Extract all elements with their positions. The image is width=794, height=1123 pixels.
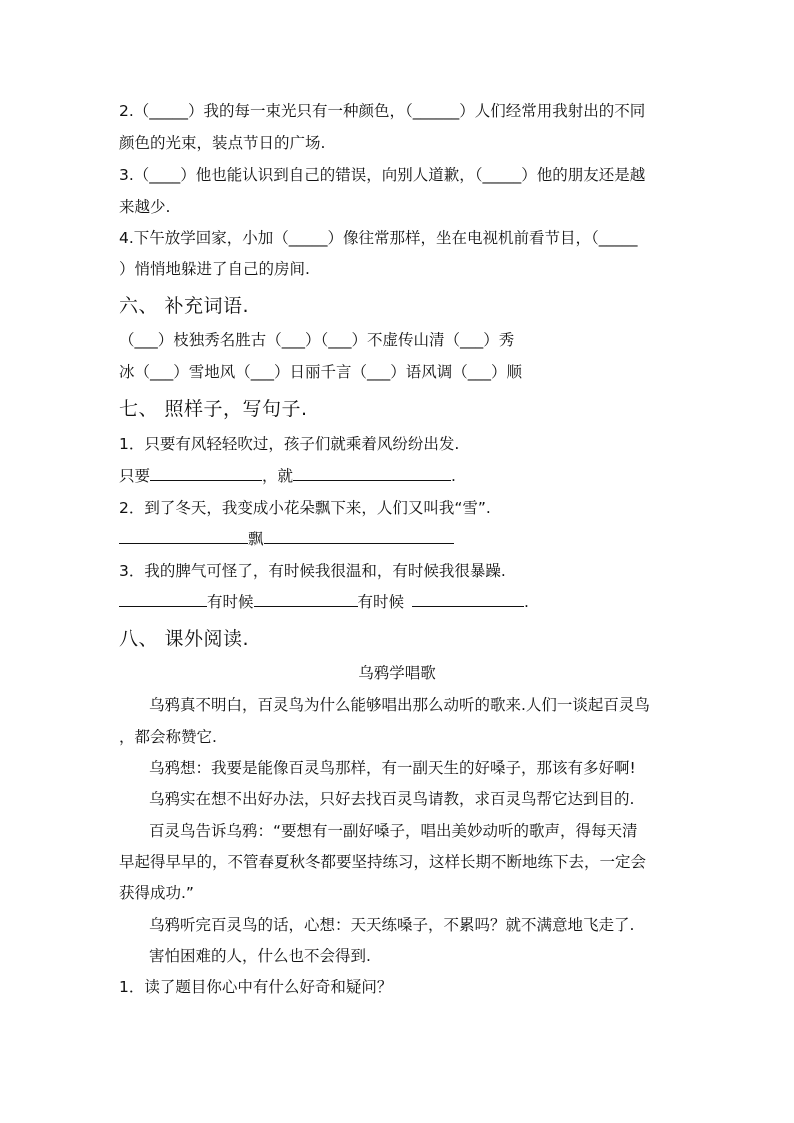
reading-question1: 1．读了题目你心中有什么好奇和疑问？ xyxy=(119,978,393,996)
s7-q3-blank3[interactable] xyxy=(412,592,524,607)
reading-p2: 乌鸦想：我要是能像百灵鸟那样，有一副天生的好嗓子，那该有多好啊! xyxy=(149,759,636,777)
s7-q2-text: 2．到了冬天，我变成小花朵飘下来，人们又叫我“雪”. xyxy=(119,499,491,517)
s7-q1-blank2[interactable] xyxy=(293,466,451,481)
s7-q3-blank2[interactable] xyxy=(254,592,358,607)
s6-word-row1: （___）枝独秀名胜古（___）（___）不虚传山清（___）秀 xyxy=(119,331,515,349)
reading-p4-line3: 获得成功.” xyxy=(119,884,194,902)
q5-item2-line1: 2.（_____）我的每一束光只有一种颜色，（______）人们经常用我射出的不同 xyxy=(119,102,646,120)
s7-q2-blank2[interactable] xyxy=(264,529,454,544)
s7-q3-end: . xyxy=(524,593,529,611)
s6-word-row2: 冰（___）雪地风（___）日丽千言（___）语风调（___）顺 xyxy=(119,363,523,381)
s7-q2-blank1[interactable] xyxy=(119,529,248,544)
reading-p4-line2: 早起得早早的，不管春夏秋冬都要坚持练习，这样长期不断地练下去，一定会 xyxy=(119,853,647,871)
q5-item4-line2: ）悄悄地躲进了自己的房间. xyxy=(119,260,310,278)
reading-p1-line2: ，都会称赞它. xyxy=(119,728,217,746)
reading-p1-line1: 乌鸦真不明白，百灵鸟为什么能够唱出那么动听的歌来.人们一谈起百灵鸟 xyxy=(149,696,650,714)
reading-title: 乌鸦学唱歌 xyxy=(358,664,436,682)
s7-q3-mid1: 有时候 xyxy=(207,593,254,611)
s7-q1-text: 1．只要有风轻轻吹过，孩子们就乘着风纷纷出发. xyxy=(119,435,460,453)
section8-heading: 八、 课外阅读. xyxy=(119,628,250,650)
s7-q3-answer-row xyxy=(119,592,529,612)
section6-heading: 六、 补充词语. xyxy=(119,295,250,317)
s7-q1-end: . xyxy=(451,467,456,485)
s7-q2-answer-row xyxy=(119,529,454,549)
s7-q1-mid: ，就 xyxy=(262,467,294,485)
q5-item3-line1: 3.（____）他也能认识到自己的错误，向别人道歉，（_____）他的朋友还是越 xyxy=(119,166,646,184)
s7-q1-answer-row xyxy=(119,466,456,486)
section7-heading: 七、 照样子，写句子. xyxy=(119,398,308,420)
s7-q1-prefix: 只要 xyxy=(119,467,151,485)
q5-item4-line1: 4.下午放学回家，小加（_____）像往常那样，坐在电视机前看节目，（_____ xyxy=(119,229,638,247)
s7-q3-mid2: 有时候 xyxy=(357,593,405,611)
q5-item3-line2: 来越少. xyxy=(119,198,171,216)
s7-q1-blank1[interactable] xyxy=(150,466,262,481)
reading-p6: 害怕困难的人，什么也不会得到. xyxy=(149,947,371,965)
s7-q3-blank1[interactable] xyxy=(119,592,207,607)
q5-item2-line2: 颜色的光束，装点节日的广场. xyxy=(119,134,326,152)
s7-q3-text: 3．我的脾气可怪了，有时候我很温和，有时候我很暴躁. xyxy=(119,562,506,580)
reading-p3: 乌鸦实在想不出好办法，只好去找百灵鸟请教，求百灵鸟帮它达到目的. xyxy=(149,790,635,808)
reading-p4-line1: 百灵鸟告诉乌鸦：“要想有一副好嗓子，唱出美妙动听的歌声，得每天清 xyxy=(149,822,638,840)
reading-p5: 乌鸦听完百灵鸟的话，心想：天天练嗓子，不累吗？就不满意地飞走了. xyxy=(149,916,635,934)
s7-q2-mid: 飘 xyxy=(248,530,264,548)
